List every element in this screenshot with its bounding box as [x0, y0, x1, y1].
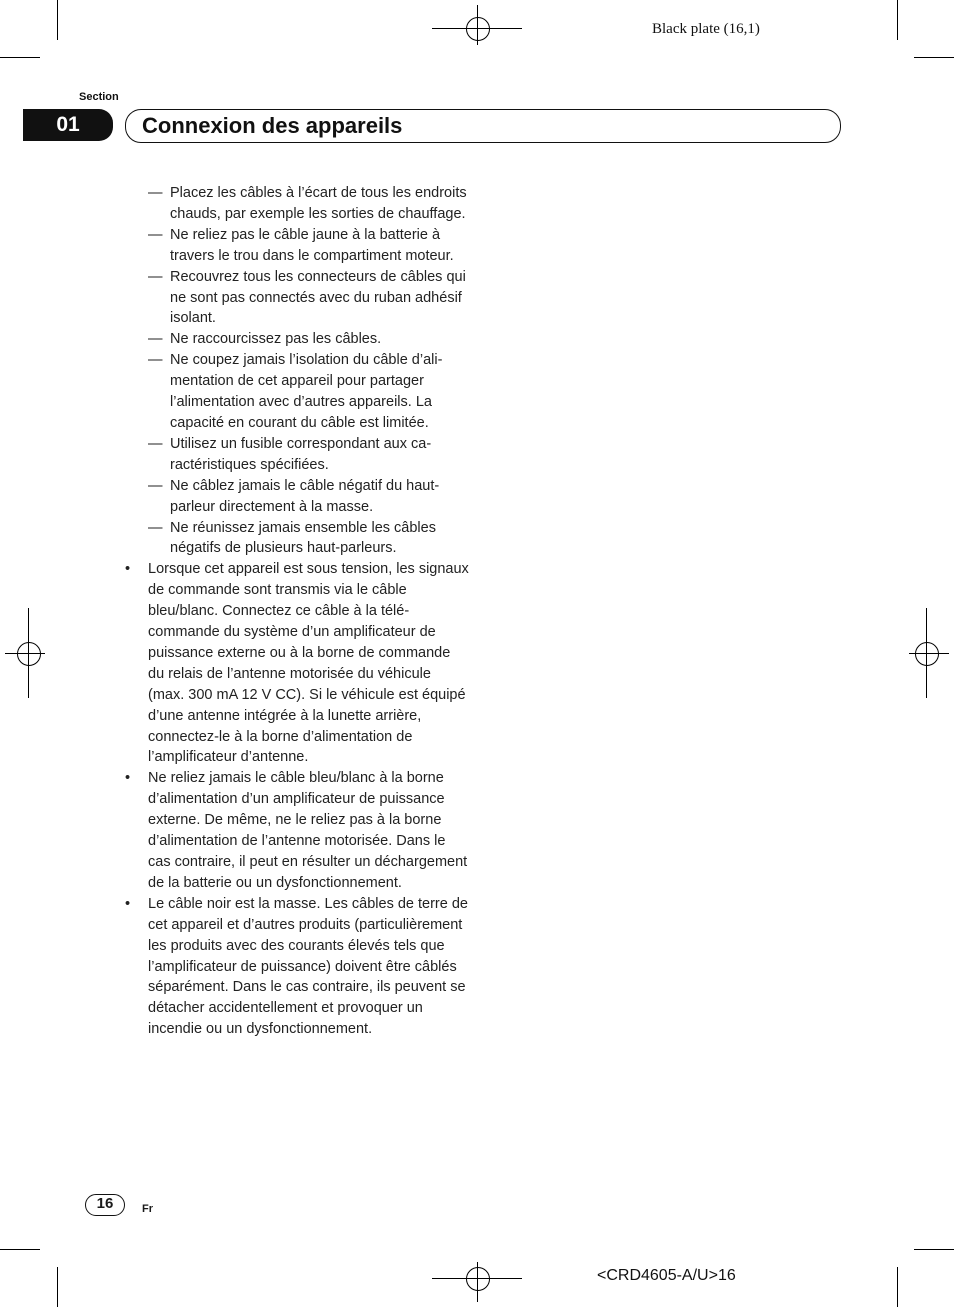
document-code: <CRD4605-A/U>16	[597, 1267, 736, 1284]
dash-marker: —	[148, 519, 163, 536]
bullet-marker: •	[125, 895, 131, 912]
list-item	[120, 518, 470, 560]
dash-marker: —	[148, 268, 163, 285]
section-number: 01	[23, 109, 113, 141]
item-text: Ne réunissez jamais ensemble les câbles négatifs de plusieurs haut-parleurs.	[170, 519, 436, 557]
dash-marker: —	[148, 352, 163, 369]
body-text	[120, 183, 470, 1040]
plate-label: Black plate (16,1)	[652, 21, 760, 37]
list-item	[120, 894, 470, 1040]
item-text: Ne reliez jamais le câble bleu/blanc à la borne d’alimentation d’un amplificateur de puissance externe. De même, ne le reliez pas à la borne d’alimentation de l’antenne motorisée. Dans le cas contraire, il peut en résulter un déchargement de la batterie ou un dysfonctionnement.	[148, 770, 468, 891]
registration-circle	[466, 1267, 490, 1291]
dash-marker: —	[148, 477, 163, 494]
dash-marker: —	[148, 331, 163, 348]
list-item	[120, 183, 470, 225]
item-text: Ne coupez jamais l’isolation du câble d’alimentation de cet appareil pour partager l’alimentation avec d’autres appareils. La capacité en courant du câble est limitée.	[170, 352, 443, 431]
list-item	[120, 434, 470, 476]
registration-circle	[466, 17, 490, 41]
crop-mark	[897, 1267, 898, 1307]
registration-circle	[17, 642, 41, 666]
page-number: 16	[85, 1194, 125, 1216]
list-item	[120, 350, 470, 434]
crop-mark	[0, 57, 40, 58]
dash-marker: —	[148, 435, 163, 452]
dash-marker: —	[148, 185, 163, 201]
item-text: Ne câblez jamais le câble négatif du haut-parleur directement à la masse.	[170, 477, 440, 515]
item-text: Ne raccourcissez pas les câbles.	[170, 331, 382, 348]
bullet-marker: •	[125, 561, 131, 578]
list-item	[120, 559, 470, 768]
dash-marker: —	[148, 226, 163, 243]
language-label: Fr	[142, 1203, 153, 1215]
item-text: Ne reliez pas le câble jaune à la batterie à travers le trou dans le compartiment moteur.	[170, 226, 454, 264]
item-text: Lorsque cet appareil est sous tension, les signaux de commande sont transmis via le câble bleu/blanc. Connectez ce câble à la télécommande du système d’un amplificateur de puissance externe ou à la borne de commande du relais de l’antenne motorisée du véhicule (max. 300 mA 12 V CC). Si le véhicule est équipé d’une antenne intégrée à la lunette arrière, connectez-le à la borne d’alimentation de l’amplificateur d’antenne.	[148, 561, 469, 766]
section-label: Section	[79, 91, 119, 103]
list-item	[120, 476, 470, 518]
bullet-marker: •	[125, 770, 131, 787]
item-text: Placez les câbles à l’écart de tous les endroits chauds, par exemple les sorties de chauffage.	[170, 185, 467, 222]
crop-mark	[0, 1249, 40, 1250]
crop-mark	[914, 57, 954, 58]
registration-circle	[915, 642, 939, 666]
item-text: Recouvrez tous les connecteurs de câbles qui ne sont pas connectés avec du ruban adhésif isolant.	[170, 268, 466, 327]
item-text: Utilisez un fusible correspondant aux caractéristiques spécifiées.	[170, 435, 432, 473]
crop-mark	[914, 1249, 954, 1250]
crop-mark	[57, 1267, 58, 1307]
crop-mark	[897, 0, 898, 40]
list-item	[120, 768, 470, 893]
list-item	[120, 267, 470, 330]
section-title: Connexion des appareils	[142, 113, 403, 138]
item-text: Le câble noir est la masse. Les câbles de terre de cet appareil et d’autres produits (particulièrement les produits avec des courants élevés tels que l’amplificateur de puissance) doivent être câblés séparément. Dans le cas contraire, ils peuvent se détacher accidentellement et provoquer un incendie ou un dysfonctionnement.	[148, 895, 468, 1038]
crop-mark	[57, 0, 58, 40]
list-item	[120, 225, 470, 267]
list-item	[120, 329, 470, 350]
